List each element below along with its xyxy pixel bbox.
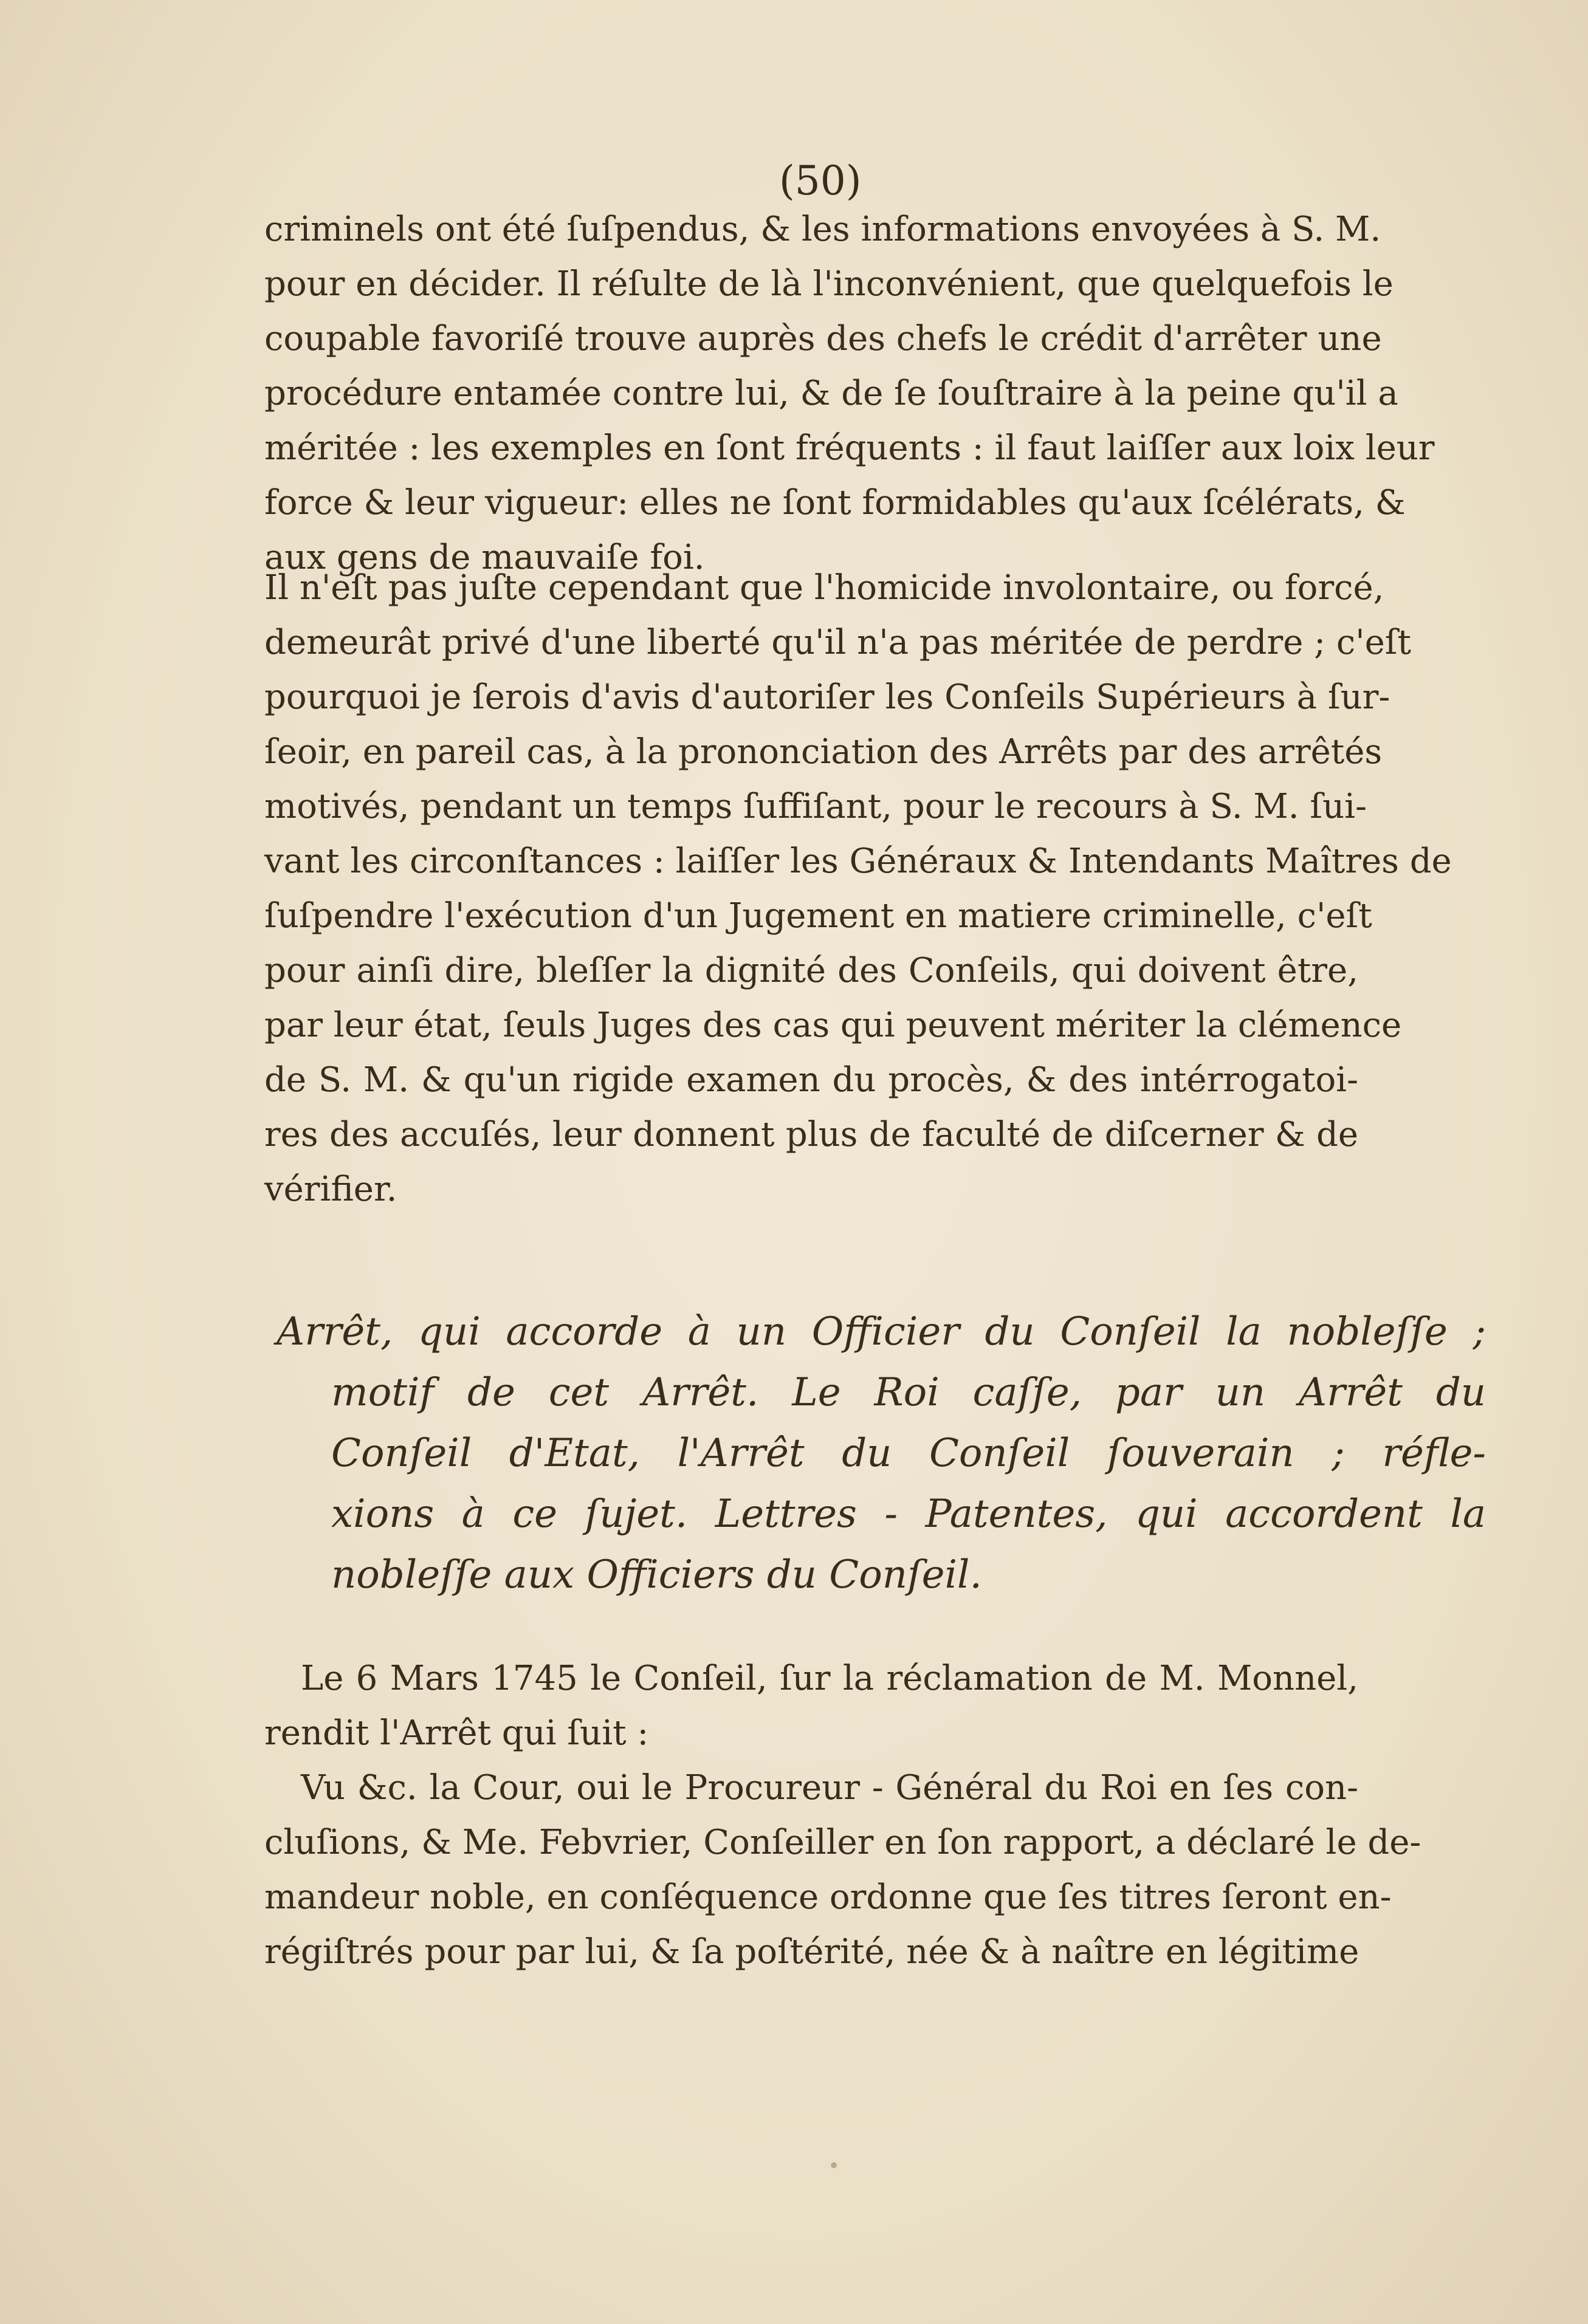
text-line: ſuſpendre l'exécution d'un Jugement en matiere criminelle, c'eſt <box>264 896 1372 936</box>
text-line: res des accuſés, leur donnent plus de faculté de diſcerner & de <box>264 1115 1358 1154</box>
text-line: aux gens de mauvaiſe foi. <box>264 538 705 577</box>
text-line: Vu &c. la Cour, oui le Procureur - Général du Roi en ſes con- <box>301 1768 1358 1808</box>
text-line: ſeoir, en pareil cas, à la prononciation des Arrêts par des arrêtés <box>264 732 1383 772</box>
text-line: Il n'eſt pas juſte cependant que l'homicide involontaire, ou forcé, <box>264 568 1384 608</box>
text-line: pour ainſi dire, bleſſer la dignité des Conſeils, qui doivent être, <box>264 951 1358 990</box>
text-line: rendit l'Arrêt qui ſuit : <box>264 1713 649 1753</box>
text-line: Le 6 Mars 1745 le Conſeil, ſur la réclamation de M. Monnel, <box>301 1659 1358 1698</box>
heading-line: Conſeil d'Etat, l'Arrêt du Conſeil ſouverain ; réfle- <box>331 1431 1486 1476</box>
text-line: criminels ont été ſuſpendus, & les informations envoyées à S. M. <box>264 210 1381 249</box>
text-line: coupable favoriſé trouve auprès des chefs le crédit d'arrêter une <box>264 319 1382 358</box>
text-line: demeurât privé d'une liberté qu'il n'a pas méritée de perdre ; c'eſt <box>264 623 1411 662</box>
heading-line: nobleſſe aux Officiers du Conſeil. <box>331 1552 982 1597</box>
text-line: mandeur noble, en conſéquence ordonne que ſes titres ſeront en- <box>264 1877 1392 1917</box>
text-line: méritée : les exemples en ſont fréquents : il faut laiſſer aux loix leur <box>264 428 1435 468</box>
text-line: cluſions, & Me. Febvrier, Conſeiller en ſon rapport, a déclaré le de- <box>264 1823 1421 1862</box>
text-line: par leur état, ſeuls Juges des cas qui peuvent mériter la clémence <box>264 1006 1402 1045</box>
heading-line: motif de cet Arrêt. Le Roi caſſe, par un Arrêt du <box>331 1370 1486 1415</box>
text-line: de S. M. & qu'un rigide examen du procès, & des intérrogatoi- <box>264 1060 1358 1100</box>
text-line: pour en décider. Il réſulte de là l'inconvénient, que quelquefois le <box>264 264 1394 304</box>
heading-line: xions à ce ſujet. Lettres - Patentes, qui accordent la <box>331 1492 1486 1537</box>
heading-line: Arrêt, qui accorde à un Officier du Conſeil la nobleſſe ; <box>277 1309 1486 1354</box>
text-line: vérifier. <box>264 1170 397 1209</box>
page-number: (50) <box>779 157 862 204</box>
text-line: régiſtrés pour par lui, & ſa poſtérité, née & à naître en légitime <box>264 1932 1359 1972</box>
text-line: vant les circonſtances : laiſſer les Généraux & Intendants Maîtres de <box>264 842 1452 881</box>
text-line: force & leur vigueur: elles ne ſont formidables qu'aux ſcélérats, & <box>264 483 1406 523</box>
ink-mark: • <box>828 2154 840 2178</box>
text-line: procédure entamée contre lui, & de ſe ſouſtraire à la peine qu'il a <box>264 374 1398 413</box>
text-line: pourquoi je ſerois d'avis d'autoriſer les Conſeils Supérieurs à ſur- <box>264 677 1390 717</box>
text-line: motivés, pendant un temps ſuffiſant, pour le recours à S. M. ſui- <box>264 787 1367 826</box>
